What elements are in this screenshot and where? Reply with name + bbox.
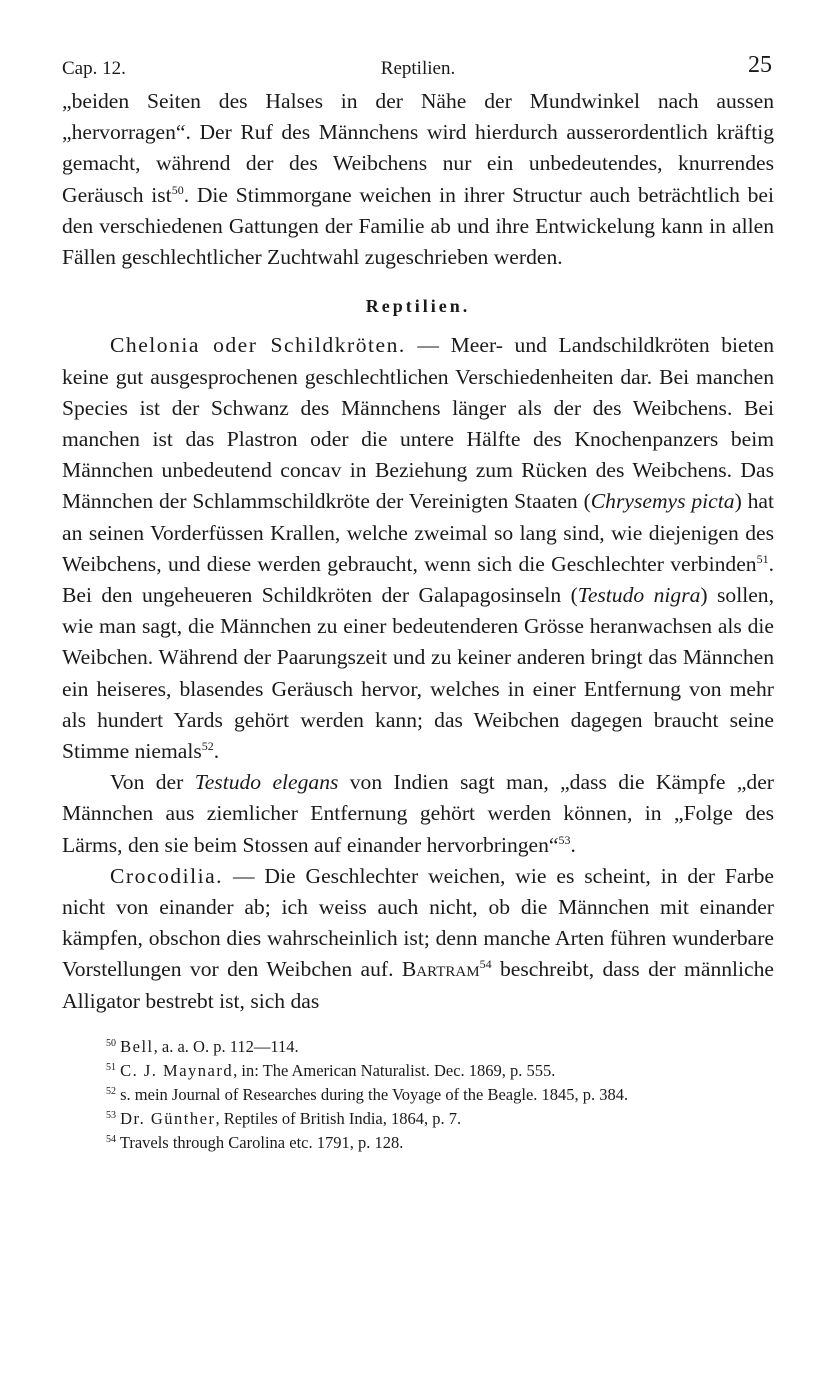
- running-header: [62, 52, 774, 86]
- main-text: [62, 86, 774, 1017]
- footnote-ref-54: 54: [479, 957, 492, 972]
- testudo-text-2: von Indien sagt man, „dass die Kämpfe „der Männchen aus ziemlicher Entfernung gehört werden können, in „Folge des Lärms, den sie beim Stossen auf einander hervorbringen“: [62, 770, 774, 857]
- chelonia-paragraph: [62, 330, 774, 767]
- footnote: [62, 1083, 774, 1107]
- species-chrysemys: Chrysemys picta: [590, 489, 735, 514]
- crocodilia-text-1: — Die Geschlechter weichen, wie es scheint, in der Farbe nicht von einander ab; ich weiss auch nicht, ob die Männchen mit einander kämpfen, obschon dies wahrscheinlich ist; denn manche Arten führen wunderbare Vorstellungen vor den Weibchen auf.: [62, 863, 774, 982]
- crocodilia-text-2: beschreibt, dass der männliche Alligator bestrebt ist, sich das: [62, 957, 774, 1013]
- footnote-text: Travels through Carolina etc. 1791, p. 128.: [119, 1132, 404, 1152]
- chapter-label: Cap. 12.: [62, 58, 126, 79]
- testudo-paragraph: [62, 767, 774, 861]
- chelonia-text-4: ) sollen, wie man sagt, die Männchen zu einer bedeutenderen Grösse heranwachsen als die Weibchen. Während der Paarungszeit und zu keiner anderen bringt das Männchen ein heiseres, blasendes Geräusch hervor, welches in einer Entfernung von mehr als hundert Yards gehört werden kann; das Weibchen dagegen braucht seine Stimme niemals: [62, 583, 775, 764]
- footnote-author: Bell: [120, 1036, 154, 1056]
- footnote-number: 52: [106, 1085, 116, 1097]
- footnote-text: , in: The American Naturalist. Dec. 1869, p. 555.: [233, 1060, 556, 1080]
- footnote-number: 51: [106, 1061, 116, 1073]
- crocodilia-heading: Crocodilia.: [110, 863, 224, 888]
- species-testudo-nigra: Testudo nigra: [577, 583, 701, 608]
- footnote-author: Dr. Günther: [120, 1108, 216, 1128]
- testudo-text-1: Von der: [110, 770, 195, 795]
- footnote-ref-50: 50: [171, 182, 184, 197]
- chelonia-text-1: — Meer- und Landschildkröten bieten keine gut ausgesprochenen geschlechtlichen Verschiedenheiten dar. Bei manchen Species ist der Schwanz des Männchens länger als der des Weibchens. Bei manchen ist das Plastron oder die untere Hälfte des Knochenpanzers beim Männchen unbedeutend concav in Beziehung zum Rücken des Weibchens. Das Männchen der Schlammschildkröte der Vereinigten Staaten (: [62, 333, 774, 514]
- footnote-text: , a. a. O. p. 112—114.: [153, 1036, 299, 1056]
- testudo-text-3: .: [570, 832, 576, 857]
- footnote: [62, 1107, 774, 1131]
- species-testudo-elegans: Testudo elegans: [194, 770, 339, 795]
- intro-paragraph: [62, 86, 774, 273]
- chelonia-text-2: ) hat an seinen Vorderfüssen Krallen, welche zweimal so lang sind, wie diejenigen des Weibchens, und diese werden gebraucht, wenn sich die Geschlechter verbinden: [62, 489, 774, 576]
- footnote-number: 53: [106, 1109, 116, 1121]
- author-bartram: Bartram: [401, 957, 480, 982]
- intro-text-continued: . Die Stimmorgane weichen in ihrer Structur auch beträchtlich bei den verschiedenen Gattungen der Familie ab und ihre Entwickelung kann in allen Fällen geschlechtlicher Zuchtwahl zugeschrieben werden.: [62, 182, 774, 270]
- footnote-number: 50: [106, 1037, 116, 1049]
- footnote-text: s. mein Journal of Researches during the Voyage of the Beagle. 1845, p. 384.: [120, 1084, 629, 1104]
- footnote: [62, 1035, 774, 1059]
- footnote-ref-51: 51: [756, 551, 769, 566]
- footnote-text: , Reptiles of British India, 1864, p. 7.: [215, 1108, 462, 1128]
- chelonia-text-3: . Bei den ungeheueren Schildkröten der Galapagosinseln (: [62, 551, 774, 608]
- footnote-ref-52: 52: [201, 739, 214, 754]
- crocodilia-paragraph: [62, 861, 774, 1017]
- intro-text: „beiden Seiten des Halses in der Nähe der Mundwinkel nach aussen „hervorragen“. Der Ruf des Männchens wird hierdurch ausserordentlich kräftig gemacht, während der des Weibchens nur ein unbedeutendes, knurrendes Geräusch ist: [62, 89, 774, 207]
- footnote: [62, 1131, 774, 1155]
- page-number: 25: [748, 52, 772, 78]
- chelonia-text-5: .: [213, 739, 220, 764]
- chelonia-heading: Chelonia oder Schildkröten.: [110, 333, 406, 358]
- section-title: Reptilien.: [365, 296, 471, 317]
- footnote-ref-53: 53: [558, 832, 571, 847]
- book-page: [62, 52, 774, 1155]
- footnote: [62, 1059, 774, 1083]
- footnotes: [62, 1035, 774, 1155]
- footnote-number: 54: [106, 1133, 116, 1145]
- footnote-author: C. J. Maynard: [120, 1060, 234, 1080]
- running-title: Reptilien.: [380, 58, 456, 79]
